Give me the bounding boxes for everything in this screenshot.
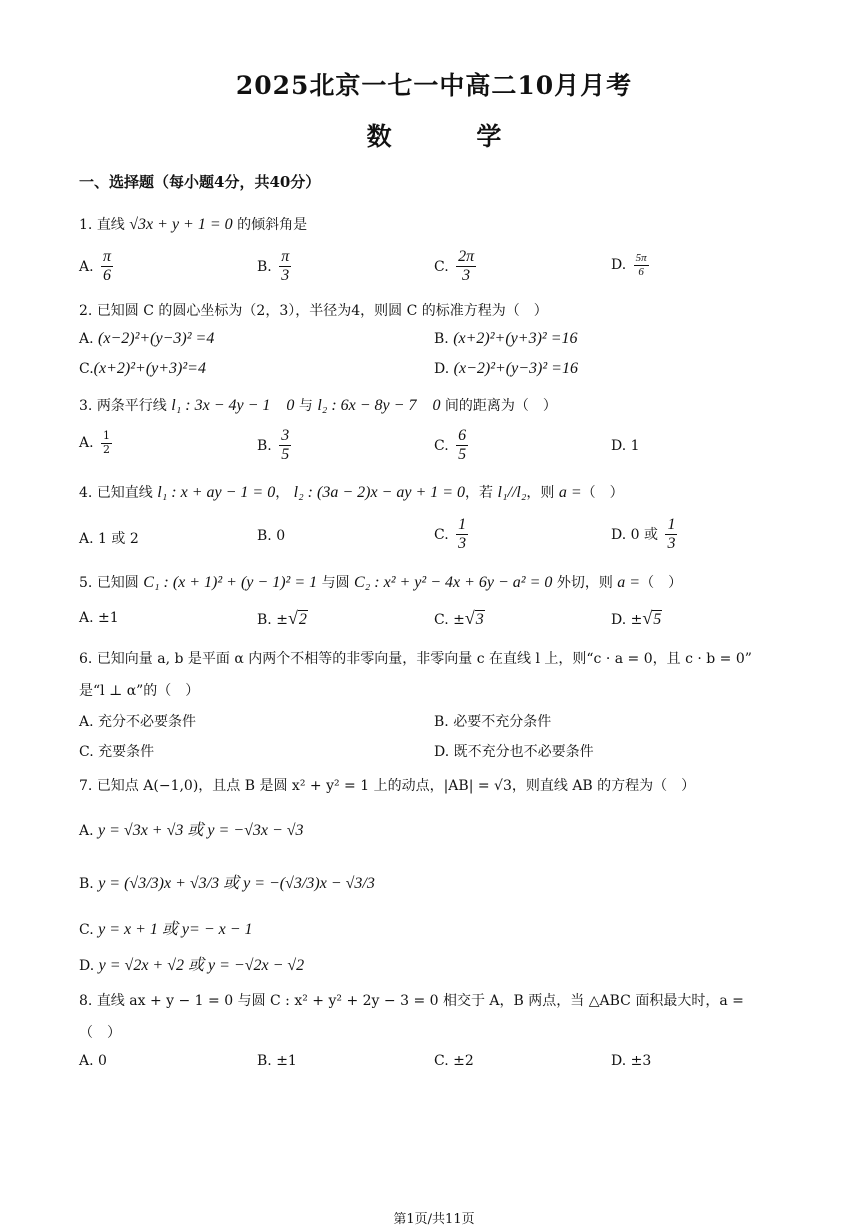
square-root: √3 [464, 608, 484, 628]
option-d: D. (x−2)²+(y−3)² =16 [434, 360, 578, 377]
option-b: B. ±1 [257, 1053, 297, 1069]
math-expression: l₁ : x + ay − 1 = 0 [157, 484, 276, 501]
math-expression: l₁//l₂ [497, 484, 527, 501]
question-number: 8. [79, 993, 93, 1009]
question-number: 3. [79, 398, 93, 414]
option-c: C. y = x + 1 或 y= − x − 1 [79, 921, 253, 938]
fraction: $\frac{5\pi}{6}$ [635, 252, 647, 278]
option-b: B. $\frac{\pi}{3}$ [257, 248, 290, 285]
fraction: $\frac{1}{2}$ [103, 429, 111, 456]
question-number: 1. [79, 217, 93, 233]
option-a: A. (x−2)²+(y−3)² =4 [79, 330, 215, 347]
math-expression: l₁ : 3x − 4y − 1 0 [171, 397, 295, 414]
math-expression: √3x + y + 1 = 0 [129, 216, 233, 233]
option-d: D. y = √2x + √2 或 y = −√2x − √2 [79, 957, 305, 974]
option-a: A. $\frac{\pi}{6}$ [79, 248, 112, 285]
option-b: B. $\frac{3}{5}$ [257, 427, 290, 464]
fraction: $\frac{\pi}{3}$ [281, 248, 290, 285]
option-b: B. ±√2 [257, 608, 307, 628]
option-a: A. 1 或 2 [79, 531, 139, 547]
option-d: D. ±√5 [611, 608, 662, 628]
fraction: $\frac{1}{3}$ [667, 516, 676, 553]
square-root: √2 [287, 608, 307, 628]
question-text: 已知圆 C 的圆心坐标为（2，3），半径为4，则圆 C 的标准方程为（ ） [96, 303, 548, 319]
option-d: D. 0 或 $\frac{1}{3}$ [611, 516, 676, 553]
fraction: $\frac{6}{5}$ [458, 427, 467, 464]
option-a: A. ±1 [79, 610, 119, 626]
option-c: C. 充要条件 [79, 744, 155, 760]
option-c: C. $\frac{6}{5}$ [434, 427, 467, 464]
question-8 [79, 990, 744, 1010]
math-expression: C₂ : x² + y² − 4x + 6y − a² = 0 [354, 574, 553, 591]
option-b: B. 必要不充分条件 [434, 714, 552, 730]
fraction: $\frac{2\pi}{3}$ [458, 248, 475, 285]
section-heading: 一、选择题（每小题4分，共40分） [79, 173, 321, 191]
option-b: B. y = (√3/3)x + √3/3 或 y = −(√3/3)x − √3/3 [79, 875, 375, 892]
question-1 [79, 214, 307, 234]
question-number: 5. [79, 575, 93, 591]
question-number: 6. [79, 651, 93, 667]
question-3: 3. 两条平行线 l₁ : 3x − 4y − 1 0 与 l₂ : 6x − 8y − 7 0 间的距离为（ ） [79, 397, 557, 414]
math-expression: l₂ : (3a − 2)x − ay + 1 = 0 [293, 484, 466, 501]
option-a: A. $\frac{1}{2}$ [79, 429, 111, 456]
option-b: B. (x+2)²+(y+3)² =16 [434, 330, 578, 347]
math-expression: a = [558, 484, 582, 501]
question-number: 4. [79, 485, 93, 501]
square-root: √5 [642, 608, 662, 628]
question-6 [79, 648, 752, 668]
option-c: C. $\frac{2\pi}{3}$ [434, 248, 475, 285]
question-4: 4. 已知直线 l₁ : x + ay − 1 = 0， l₂ : (3a − 2)x − ay + 1 = 0，若 l₁//l₂，则 a =（ ） [79, 484, 624, 501]
question-7 [79, 775, 695, 795]
option-c: C.(x+2)²+(y+3)²=4 [79, 360, 206, 377]
option-d: D. 1 [611, 438, 640, 454]
option-a: A. 0 [79, 1053, 107, 1069]
math-expression: a = [617, 574, 641, 591]
question-text: 直线 [96, 217, 125, 233]
option-a: A. y = √3x + √3 或 y = −√3x − √3 [79, 822, 304, 839]
fraction: $\frac{1}{3}$ [458, 516, 467, 553]
fraction: $\frac{3}{5}$ [281, 427, 290, 464]
option-b: B. 0 [257, 528, 286, 544]
subject-title: 数 学 [366, 122, 540, 151]
math-expression: l₂ : 6x − 8y − 7 0 [317, 397, 441, 414]
question-8-line-2: （ ） [79, 1025, 121, 1041]
question-text: 直线 ax + y − 1 = 0 与圆 C : x² + y² + 2y − 3 = 0 相交于 A，B 两点，当 △ABC 面积最大时，a = [96, 993, 744, 1009]
math-expression: C₁ : (x + 1)² + (y − 1)² = 1 [143, 574, 318, 591]
option-d: D. 既不充分也不必要条件 [434, 744, 594, 760]
question-text: 已知向量 a, b 是平面 α 内两个不相等的非零向量，非零向量 c 在直线 l 上，则“c · a = 0，且 c · b = 0” [96, 651, 752, 667]
question-2 [79, 300, 548, 320]
option-d: D. $\frac{5\pi}{6}$ [611, 252, 647, 278]
option-d: D. ±3 [611, 1053, 652, 1069]
option-c: C. ±√3 [434, 608, 484, 628]
page-number: 第1页/共11页 [393, 1212, 475, 1227]
exam-title: 2025北京一七一中高二10月月考 [235, 71, 633, 100]
option-c: C. $\frac{1}{3}$ [434, 516, 467, 553]
question-number: 2. [79, 303, 93, 319]
option-a: A. 充分不必要条件 [79, 714, 197, 730]
question-number: 7. [79, 778, 93, 794]
option-c: C. ±2 [434, 1053, 474, 1069]
fraction: $\frac{\pi}{6}$ [103, 248, 112, 285]
question-5: 5. 已知圆 C₁ : (x + 1)² + (y − 1)² = 1 与圆 C₂ : x² + y² − 4x + 6y − a² = 0 外切，则 a =（ ） [79, 574, 683, 591]
question-text: 已知点 A(−1,0)，且点 B 是圆 x² + y² = 1 上的动点，|AB| = √3，则直线 AB 的方程为（ ） [96, 778, 696, 794]
question-6-line-2: 是“l ⊥ α”的（ ） [79, 683, 200, 699]
question-text: 的倾斜角是 [237, 217, 308, 233]
